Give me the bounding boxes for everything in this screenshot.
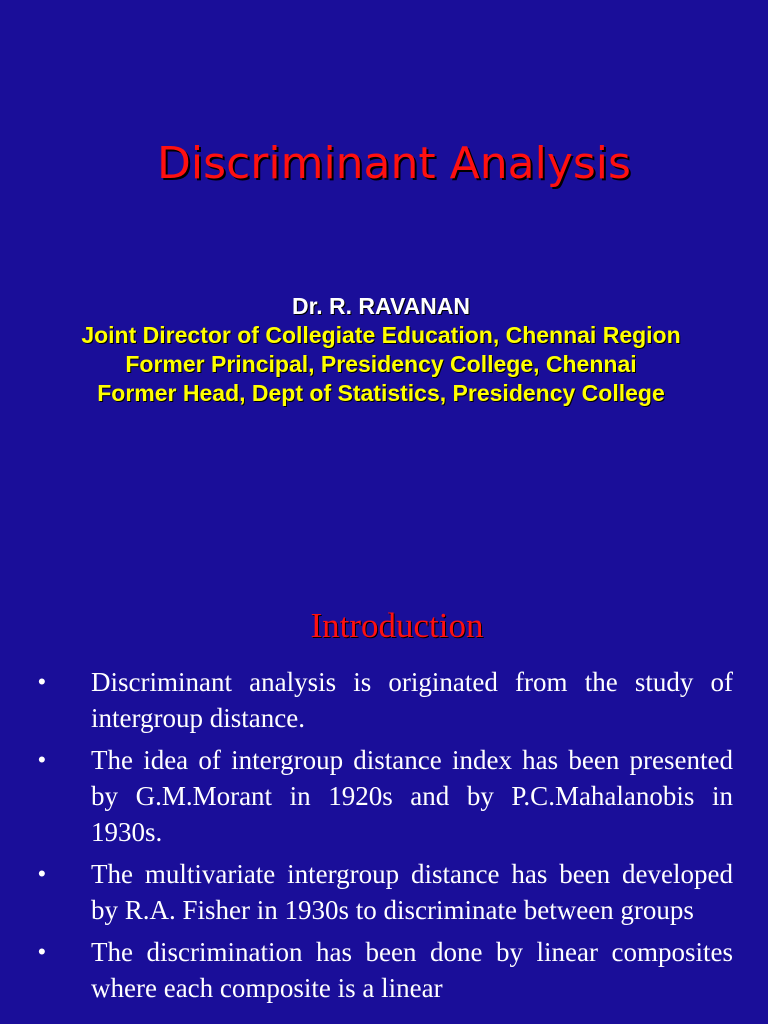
author-affiliation-3: Former Head, Dept of Statistics, Presidency College	[97, 380, 665, 406]
slide-title: Discriminant Analysis	[157, 138, 631, 189]
bullet-text: Discriminant analysis is originated from the study of intergroup distance.	[91, 667, 733, 733]
author-name: Dr. R. RAVANAN	[291, 293, 471, 319]
list-item	[0, 664, 768, 736]
bullet-icon: •	[38, 747, 46, 772]
list-item	[0, 742, 768, 850]
section-heading: Introduction	[310, 606, 484, 645]
list-item	[0, 856, 768, 928]
author-affiliation-2: Former Principal, Presidency College, Chennai	[125, 351, 637, 377]
list-item	[0, 934, 768, 1006]
bullet-text: The discrimination has been done by linear composites where each composite is a linear	[91, 937, 733, 1003]
bullet-list	[0, 664, 768, 1012]
bullet-icon: •	[38, 669, 46, 694]
bullet-icon: •	[38, 939, 46, 964]
bullet-text: The idea of intergroup distance index has been presented by G.M.Morant in 1920s and by P.C.Mahalanobis in 1930s.	[91, 745, 733, 847]
bullet-text: The multivariate intergroup distance has been developed by R.A. Fisher in 1930s to discriminate between groups	[91, 859, 733, 925]
author-affiliation-1: Joint Director of Collegiate Education, Chennai Region	[81, 322, 681, 348]
author-block	[0, 292, 762, 408]
bullet-icon: •	[38, 861, 46, 886]
